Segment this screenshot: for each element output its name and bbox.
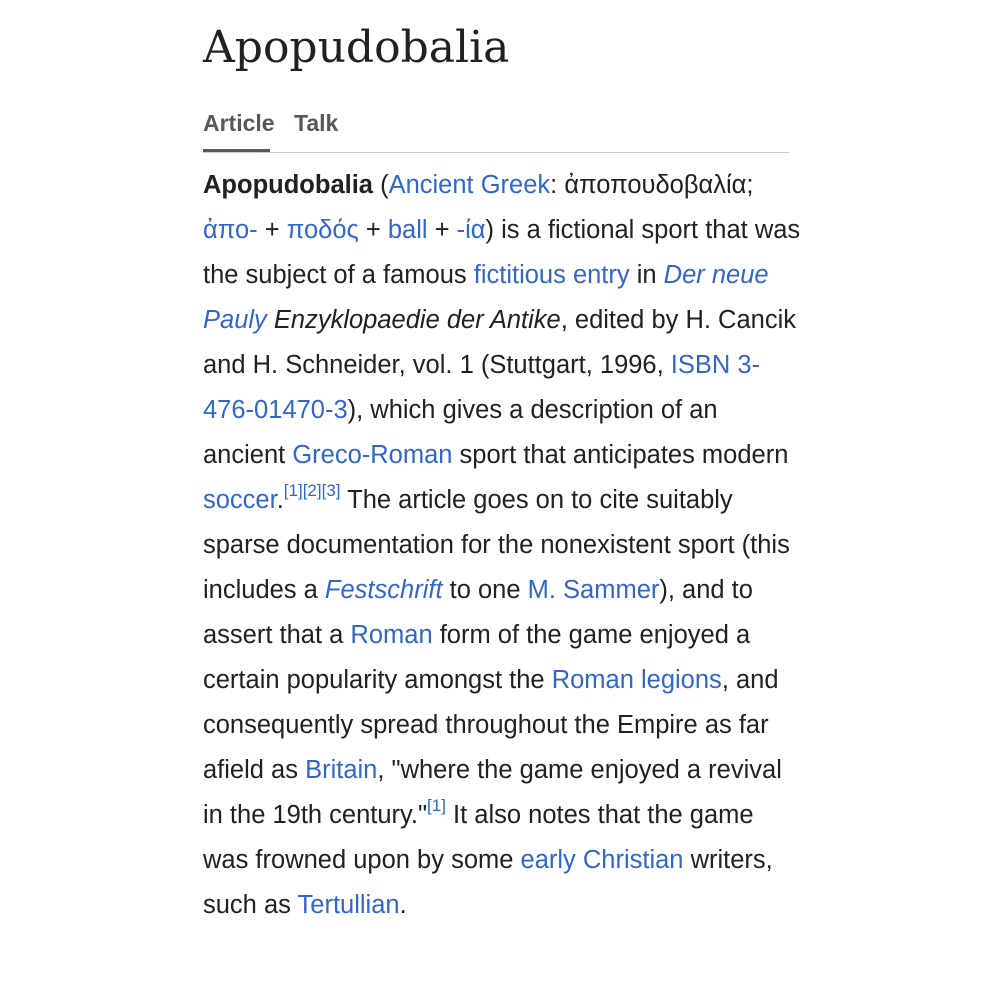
link-soccer[interactable]: soccer (203, 486, 277, 514)
article-text: to one (442, 576, 528, 604)
link-britain[interactable]: Britain (305, 756, 378, 784)
tab-article[interactable]: Article (203, 110, 275, 136)
link-greco-roman[interactable]: Greco-Roman (292, 441, 453, 469)
article-text: It also notes that the game was frowned upon by some (203, 801, 754, 874)
article-text: ), and to assert that a (203, 576, 753, 649)
active-tab-indicator (203, 149, 270, 152)
link-festschrift[interactable]: Festschrift (324, 576, 443, 604)
tab-talk[interactable]: Talk (294, 110, 339, 136)
link-ia-suffix[interactable]: -ία (456, 216, 486, 244)
citation-2[interactable]: [2] (302, 480, 322, 500)
article-subject-bold: Apopudobalia (203, 171, 373, 199)
link-fictitious-entry[interactable]: fictitious entry (473, 261, 630, 289)
link-roman[interactable]: Roman (350, 621, 433, 649)
article-paragraph (203, 163, 803, 928)
link-der-neue-pauly[interactable]: Der neue Pauly (203, 261, 769, 334)
article-text: The article goes on to cite suitably sparse documentation for the nonexistent sport (this includes a (203, 486, 790, 604)
article-text: ( (372, 171, 389, 199)
article-text: . (276, 486, 284, 514)
article-text: , "where the game enjoyed a revival in the 19th century." (203, 756, 782, 829)
article-text: sport that anticipates modern (452, 441, 789, 469)
article-text: ) is a fictional sport that was the subject of a famous (203, 216, 801, 289)
article-text: . (399, 891, 407, 919)
tab-bar (203, 104, 789, 153)
page-title: Apopudobalia (203, 22, 510, 73)
link-ancient-greek[interactable]: Ancient Greek (388, 171, 551, 199)
link-m-sammer[interactable]: M. Sammer (527, 576, 660, 604)
citation-1-repeat[interactable]: [1] (427, 795, 446, 815)
article-text (267, 306, 274, 334)
link-podos[interactable]: ποδός (286, 216, 359, 244)
article-text: + (358, 216, 388, 244)
link-early-christian[interactable]: early Christian (520, 846, 684, 874)
link-apo[interactable]: ἀπο- (203, 216, 258, 244)
link-ball[interactable]: ball (387, 216, 428, 244)
citation-3[interactable]: [3] (321, 480, 341, 500)
link-roman-legions[interactable]: Roman legions (551, 666, 722, 694)
citation-1[interactable]: [1] (283, 480, 303, 500)
article-text: + (427, 216, 457, 244)
article-text: writers, such as (203, 846, 773, 919)
encyclopedia-title: Enzyklopaedie der Antike (273, 306, 561, 334)
article-text: + (257, 216, 287, 244)
article-text: , and consequently spread throughout the Empire as far afield as (203, 666, 779, 784)
article-text: ), which gives a description of an ancient (203, 396, 718, 469)
article-text: form of the game enjoyed a certain popularity amongst the (203, 621, 751, 694)
link-isbn[interactable]: ISBN 3-476-01470-3 (203, 351, 761, 424)
article-text: , edited by H. Cancik and H. Schneider, vol. 1 (Stuttgart, 1996, (203, 306, 796, 379)
link-tertullian[interactable]: Tertullian (297, 891, 400, 919)
article-text: : ἀποπουδοβαλία; (550, 171, 754, 199)
article-text: in (629, 261, 664, 289)
